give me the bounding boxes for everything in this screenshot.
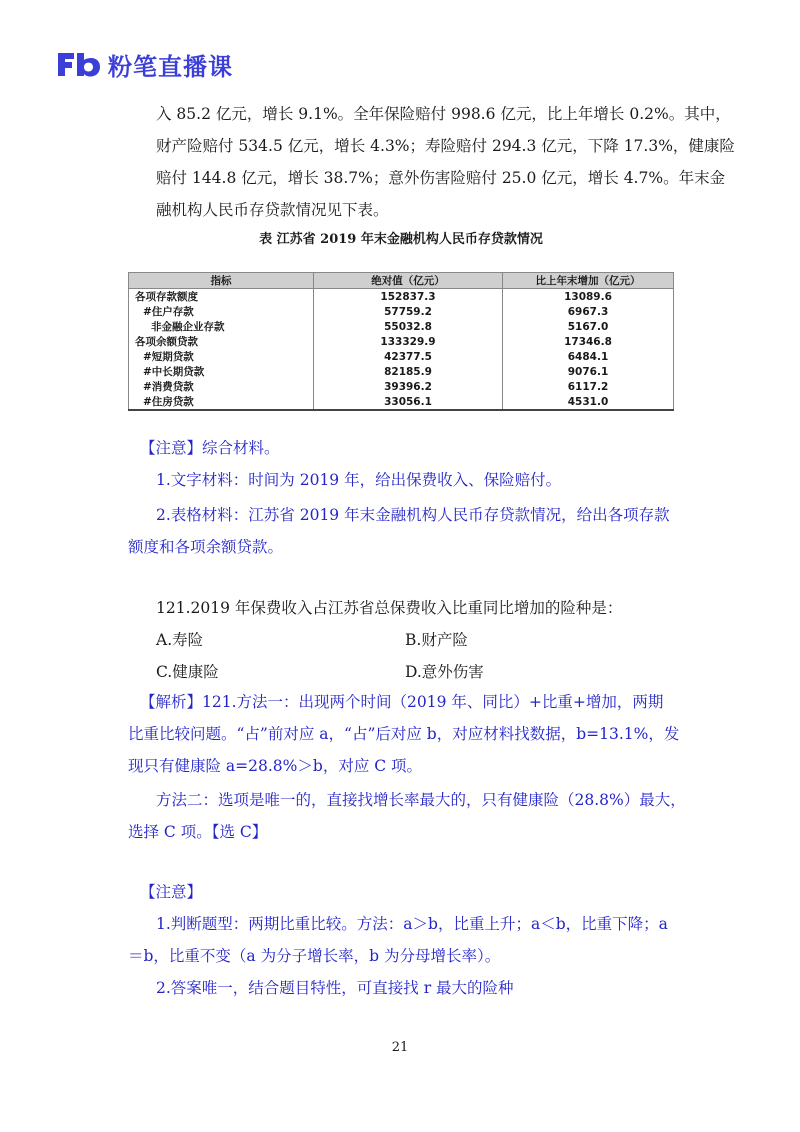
table-body [129, 289, 674, 411]
row-label: #中长期贷款 [129, 364, 314, 379]
note-item: 额度和各项余额贷款。 [128, 538, 284, 556]
row-value: 42377.5 [314, 349, 503, 364]
option-b: B.财产险 [405, 631, 468, 649]
table-row [129, 394, 674, 410]
note-title: 【注意】 [140, 883, 203, 901]
row-increase: 6967.3 [503, 304, 674, 319]
row-value: 55032.8 [314, 319, 503, 334]
row-label: #消费贷款 [129, 379, 314, 394]
row-increase: 13089.6 [503, 289, 674, 305]
row-increase: 6117.2 [503, 379, 674, 394]
note-item: ＝b，比重不变（a 为分子增长率，b 为分母增长率）。 [128, 947, 501, 965]
analysis-line: 现只有健康险 a=28.8%＞b，对应 C 项。 [128, 757, 423, 775]
table-row [129, 304, 674, 319]
row-value: 152837.3 [314, 289, 503, 305]
intro-line: 入 85.2 亿元，增长 9.1%。全年保险赔付 998.6 亿元，比上年增长 0.2%。其中， [156, 105, 731, 123]
row-value: 82185.9 [314, 364, 503, 379]
fenbi-logo-icon [56, 49, 102, 79]
row-value: 33056.1 [314, 394, 503, 410]
analysis-line: 【解析】121.方法一：出现两个时间（2019 年、同比）+比重+增加，两期 [140, 693, 664, 711]
table-header: 比上年末增加（亿元） [503, 273, 674, 289]
brand-name: 粉笔直播课 [108, 52, 233, 81]
table-title: 表 江苏省 2019 年末金融机构人民币存贷款情况 [259, 232, 543, 247]
row-increase: 4531.0 [503, 394, 674, 410]
deposit-loan-table [128, 272, 674, 411]
table-header-row [129, 273, 674, 289]
note-item: 1.文字材料：时间为 2019 年，给出保费收入、保险赔付。 [156, 471, 562, 489]
row-label: 各项存款额度 [129, 289, 314, 305]
intro-line: 融机构人民币存贷款情况见下表。 [156, 201, 389, 219]
row-increase: 5167.0 [503, 319, 674, 334]
table-header: 指标 [129, 273, 314, 289]
brand-header [56, 44, 233, 84]
analysis-line: 比重比较问题。“占”前对应 a，“占”后对应 b，对应材料找数据，b=13.1%，发 [128, 725, 680, 743]
table-row [129, 334, 674, 349]
table-row [129, 349, 674, 364]
analysis-line: 选择 C 项。【选 C】 [128, 823, 268, 841]
question-stem: 121.2019 年保费收入占江苏省总保费收入比重同比增加的险种是： [156, 599, 623, 617]
table-header: 绝对值（亿元） [314, 273, 503, 289]
row-label: #住户存款 [129, 304, 314, 319]
note-item: 1.判断题型：两期比重比较。方法：a＞b，比重上升；a＜b，比重下降；a [156, 915, 668, 933]
row-label: #住房贷款 [129, 394, 314, 410]
table-row [129, 289, 674, 305]
option-c: C.健康险 [156, 663, 219, 681]
table-row [129, 379, 674, 394]
row-value: 39396.2 [314, 379, 503, 394]
row-label: 各项余额贷款 [129, 334, 314, 349]
note-item: 2.表格材料：江苏省 2019 年末金融机构人民币存贷款情况，给出各项存款 [156, 506, 670, 524]
row-value: 133329.9 [314, 334, 503, 349]
row-increase: 6484.1 [503, 349, 674, 364]
row-value: 57759.2 [314, 304, 503, 319]
row-label: #短期贷款 [129, 349, 314, 364]
row-increase: 9076.1 [503, 364, 674, 379]
table-row [129, 319, 674, 334]
option-a: A.寿险 [156, 631, 204, 649]
option-d: D.意外伤害 [405, 663, 484, 681]
intro-line: 赔付 144.8 亿元，增长 38.7%；意外伤害险赔付 25.0 亿元，增长 4.7%。年末金 [156, 169, 726, 187]
intro-line: 财产险赔付 534.5 亿元，增长 4.3%；寿险赔付 294.3 亿元，下降 17.3%，健康险 [156, 137, 735, 155]
note-item: 2.答案唯一，结合题目特性，可直接找 r 最大的险种 [156, 979, 514, 997]
note-title: 【注意】综合材料。 [140, 439, 280, 457]
row-increase: 17346.8 [503, 334, 674, 349]
row-label: 非金融企业存款 [129, 319, 314, 334]
table-row [129, 364, 674, 379]
page-number: 21 [391, 1040, 409, 1055]
analysis-line: 方法二：选项是唯一的，直接找增长率最大的，只有健康险（28.8%）最大， [156, 791, 686, 809]
